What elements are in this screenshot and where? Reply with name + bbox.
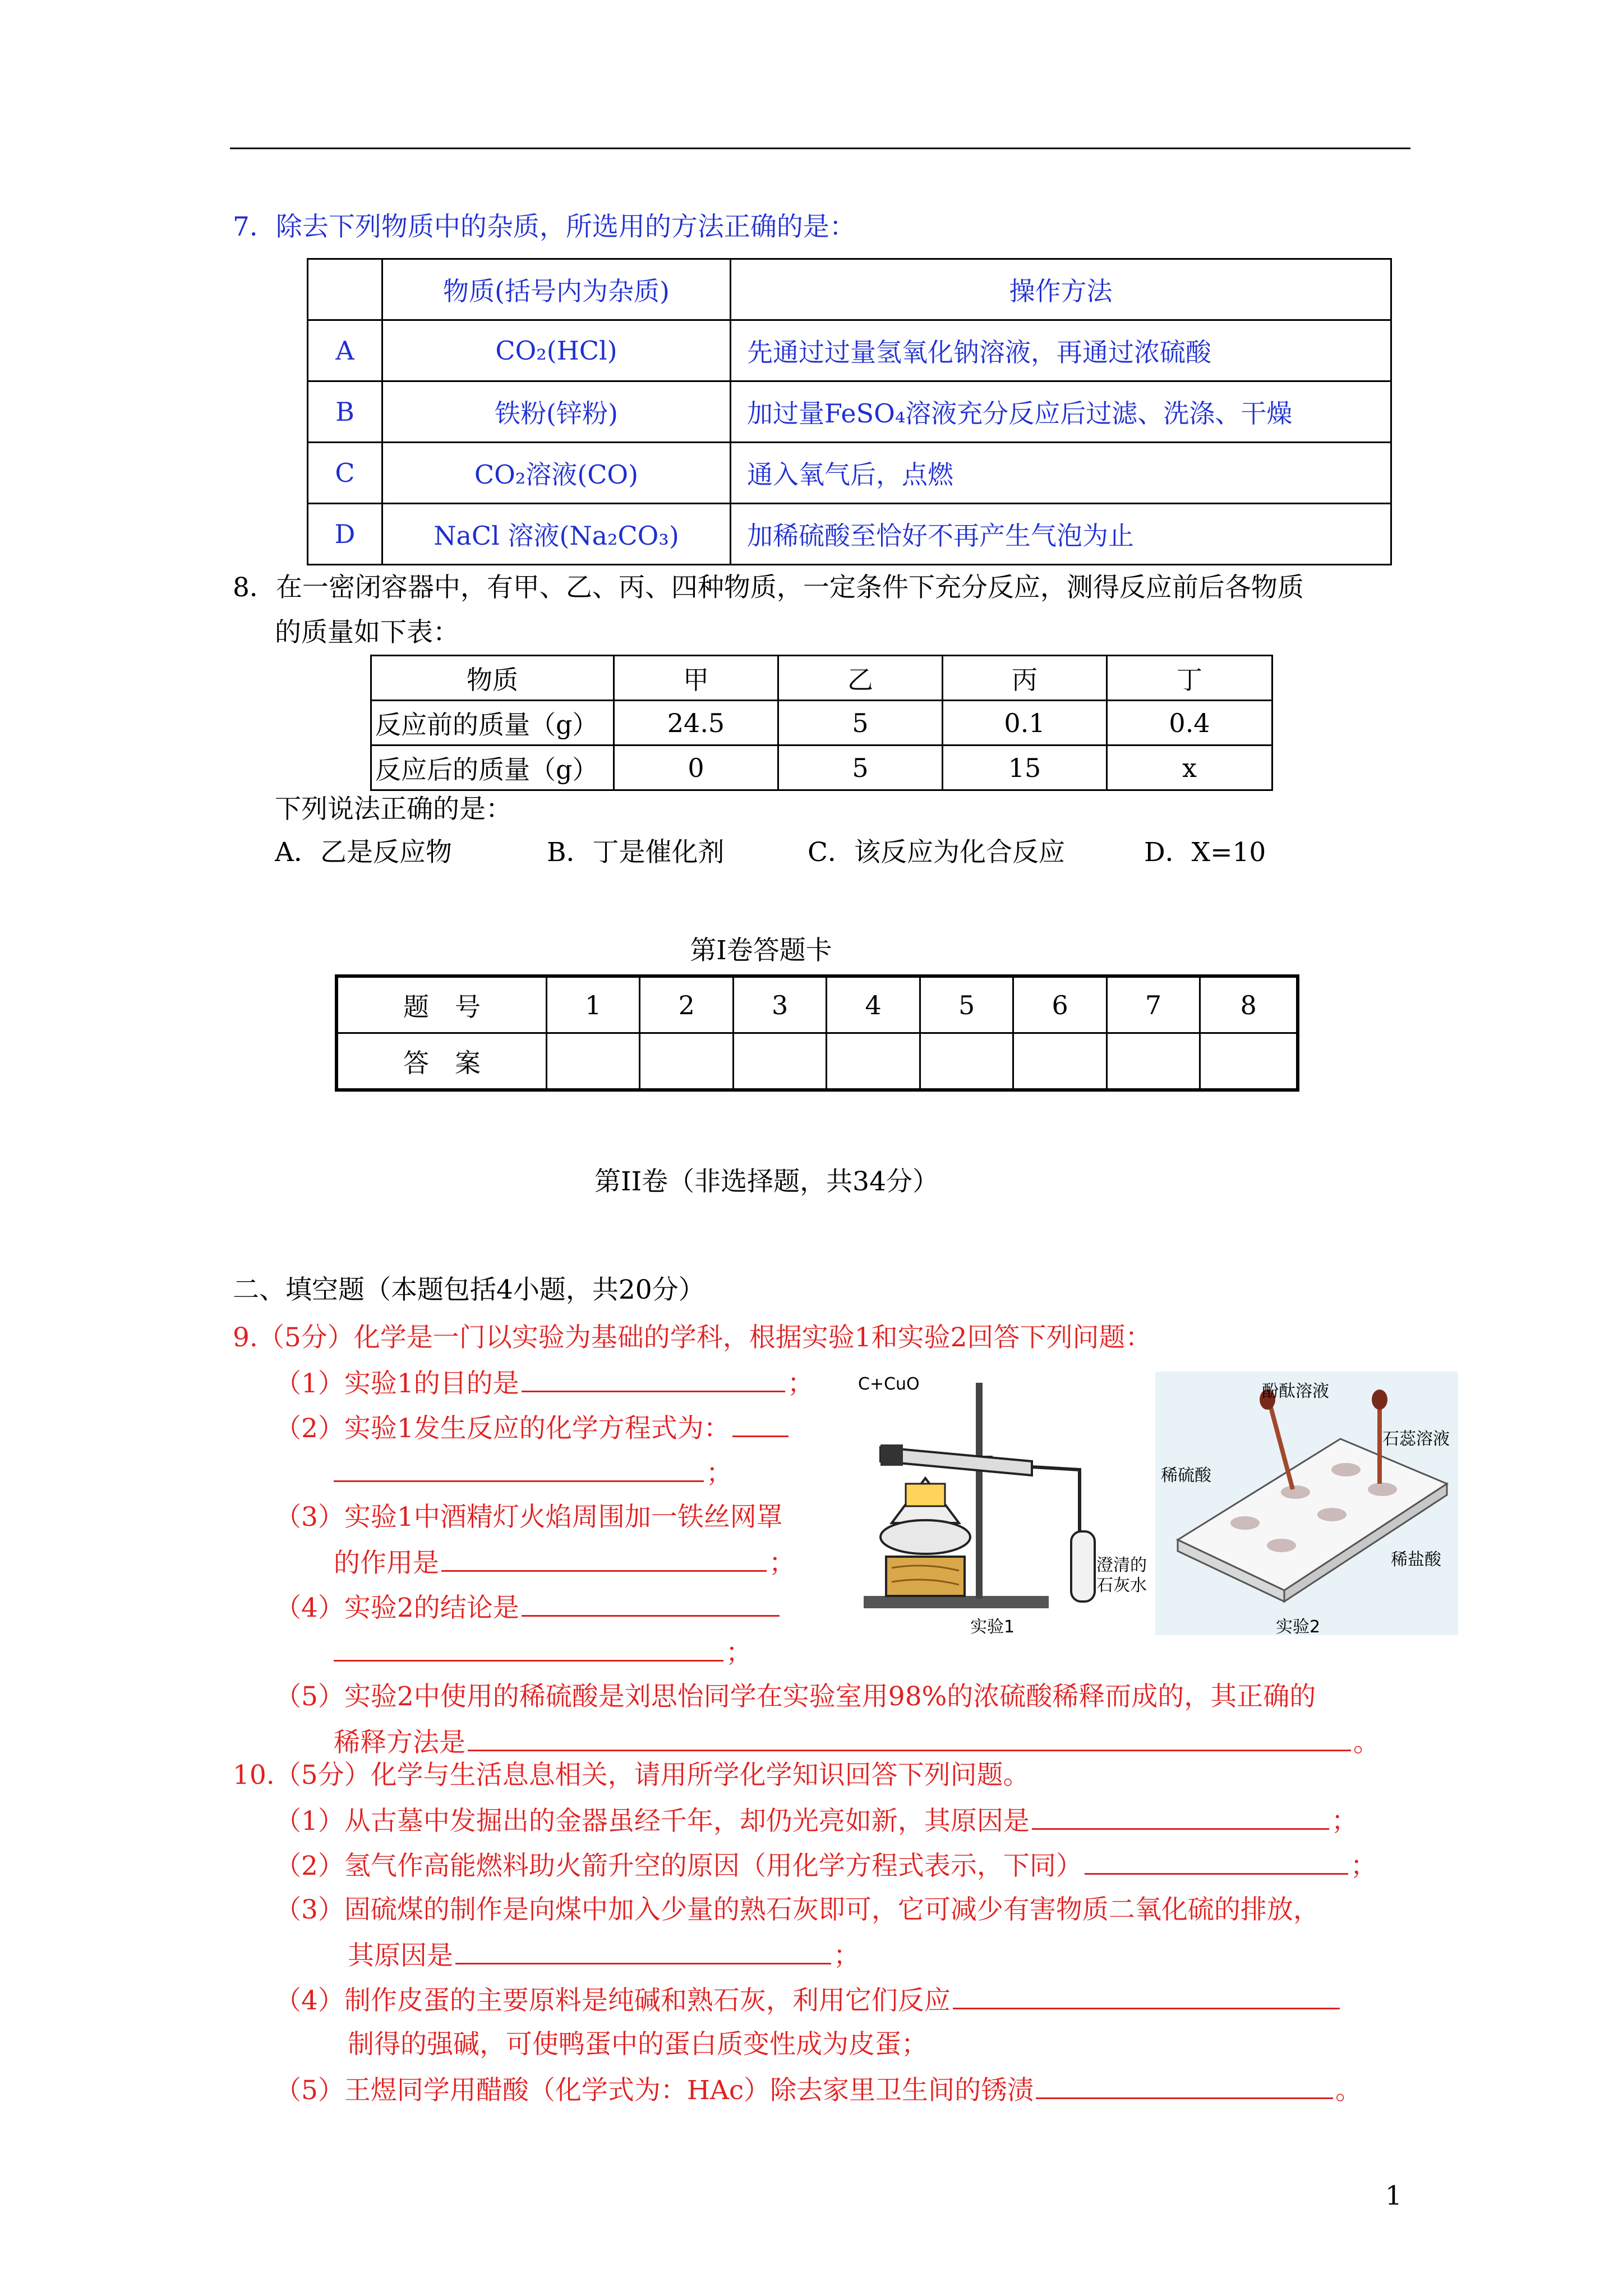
answer-blank[interactable] (441, 1545, 767, 1572)
q10-sub1-text: （1）从古墓中发掘出的金器虽经千年，却仍光亮如新，其原因是 (275, 1806, 1030, 1837)
part2-title: 第II卷（非选择题，共34分） (594, 1166, 939, 1197)
answer-blank[interactable] (1036, 2073, 1333, 2099)
answer-card-number: 1 (547, 976, 640, 1033)
q9-sub2 (275, 1411, 791, 1446)
answer-card-number: 3 (733, 976, 826, 1033)
q9-sub4-text: （4）实验2的结论是 (275, 1593, 519, 1623)
q7-row-method: 加过量FeSO₄溶液充分反应后过滤、洗涤、干燥 (731, 381, 1391, 443)
q8-table (370, 655, 1273, 791)
q10-sub4b: 制得的强碱，可使鸭蛋中的蛋白质变性成为皮蛋； (348, 2029, 928, 2060)
page-number: 1 (1385, 2180, 1402, 2211)
q8-cell: 反应后的质量（g） (371, 746, 614, 790)
q8-option-d: D．X=10 (1144, 837, 1266, 868)
q7-row-substance: NaCl 溶液(Na₂CO₃) (382, 504, 731, 565)
answer-cell[interactable] (827, 1033, 920, 1091)
q9-sub5b-text: 稀释方法是 (334, 1727, 465, 1758)
q8-header: 丙 (943, 656, 1107, 701)
q9-sub4 (275, 1590, 782, 1625)
q7-row-method: 通入氧气后，点燃 (731, 443, 1391, 504)
answer-blank[interactable] (522, 1590, 780, 1617)
answer-cell[interactable] (1106, 1033, 1200, 1091)
answer-card-title: 第Ⅰ卷答题卡 (690, 935, 832, 966)
q7-row-label: B (308, 381, 382, 443)
answer-cell[interactable] (1200, 1033, 1298, 1091)
fig2-label-h2so4: 稀硫酸 (1161, 1466, 1211, 1485)
section-title: 二、填空题（本题包括4小题，共20分） (233, 1274, 705, 1305)
q7-header-substance: 物质(括号内为杂质) (382, 259, 731, 320)
q8-header: 乙 (778, 656, 943, 701)
q9-sub3b (334, 1545, 795, 1580)
answer-cell[interactable] (920, 1033, 1013, 1091)
q7-table (307, 258, 1392, 565)
q9-sub4-cont (334, 1635, 752, 1670)
fig2-label-phenolphthalein: 酚酞溶液 (1262, 1382, 1329, 1401)
fig2-label-litmus: 石蕊溶液 (1382, 1429, 1450, 1449)
fig1-caption: 实验1 (970, 1617, 1015, 1637)
punct: ； (833, 1940, 860, 1971)
punct: ； (1350, 1851, 1377, 1881)
q8-option-c: C．该反应为化合反应 (808, 837, 1065, 868)
q10-sub2-text: （2）氢气作高能燃料助火箭升空的原因（用化学方程式表示，下同） (275, 1851, 1082, 1881)
q7-stem: 7．除去下列物质中的杂质，所选用的方法正确的是： (233, 211, 856, 242)
answer-blank[interactable] (732, 1411, 789, 1437)
q8-cell: x (1107, 746, 1272, 790)
answer-card-number: 4 (827, 976, 920, 1033)
answer-card-row2-label: 答 案 (336, 1033, 547, 1091)
answer-blank[interactable] (334, 1635, 723, 1662)
q9-sub2-text: （2）实验1发生反应的化学方程式为： (275, 1413, 730, 1444)
answer-card-number: 2 (640, 976, 733, 1033)
q10-sub5-text: （5）王煜同学用醋酸（化学式为：HAc）除去家里卫生间的锈渍 (275, 2075, 1034, 2106)
q9-stem: 9.（5分）化学是一门以实验为基础的学科，根据实验1和实验2回答下列问题： (233, 1322, 1152, 1353)
fig1-label-water1: 澄清的 (1096, 1556, 1147, 1575)
answer-blank[interactable] (953, 1983, 1340, 2009)
q9-sub3b-text: 的作用是 (334, 1548, 439, 1579)
q10-sub2 (275, 1848, 1377, 1883)
q8-cell: 5 (778, 746, 943, 790)
header-rule (230, 148, 1410, 149)
punct: ； (787, 1368, 814, 1399)
q7-row-substance: CO₂溶液(CO) (382, 443, 731, 504)
fig2-label-hcl: 稀盐酸 (1391, 1550, 1441, 1570)
q8-cell: 0.1 (943, 701, 1107, 746)
q8-stem-line1: 8．在一密闭容器中，有甲、乙、丙、四种物质，一定条件下充分反应，测得反应前后各物质 (233, 572, 1304, 603)
q7-row-label: C (308, 443, 382, 504)
answer-blank[interactable] (522, 1366, 785, 1392)
answer-blank[interactable] (334, 1456, 704, 1482)
q7-header-method: 操作方法 (731, 259, 1391, 320)
answer-card-row1-label: 题 号 (336, 976, 547, 1033)
punct: ； (769, 1548, 795, 1579)
q7-row-label: D (308, 504, 382, 565)
answer-cell[interactable] (547, 1033, 640, 1091)
q8-option-b: B．丁是催化剂 (547, 837, 725, 868)
q8-prompt: 下列说法正确的是： (275, 794, 512, 825)
fig1-label-top: C+CuO (858, 1374, 920, 1394)
q8-stem-line2: 的质量如下表： (275, 617, 459, 648)
punct: 。 (1353, 1727, 1380, 1758)
q10-sub4a-text: （4）制作皮蛋的主要原料是纯碱和熟石灰，利用它们反应 (275, 1985, 951, 2016)
q8-cell: 5 (778, 701, 943, 746)
q8-header: 甲 (614, 656, 778, 701)
answer-card-number: 7 (1106, 976, 1200, 1033)
q7-row-method: 先通过过量氢氧化钠溶液，再通过浓硫酸 (731, 320, 1391, 381)
fig2-caption: 实验2 (1276, 1617, 1321, 1637)
q9-sub5b (334, 1725, 1380, 1760)
fig1-label-water2: 石灰水 (1096, 1576, 1147, 1595)
answer-cell[interactable] (733, 1033, 826, 1091)
punct: 。 (1335, 2075, 1362, 2106)
q8-cell: 24.5 (614, 701, 778, 746)
answer-blank[interactable] (455, 1938, 831, 1964)
q8-header: 丁 (1107, 656, 1272, 701)
punct: ； (726, 1637, 752, 1668)
q7-row-method: 加稀硫酸至恰好不再产生气泡为止 (731, 504, 1391, 565)
q10-sub4a (275, 1983, 1342, 2018)
answer-card-number: 8 (1200, 976, 1298, 1033)
q9-sub1 (275, 1366, 814, 1401)
answer-card-table (335, 974, 1299, 1092)
q10-sub3a: （3）固硫煤的制作是向煤中加入少量的熟石灰即可，它可减少有害物质二氧化硫的排放， (275, 1894, 1320, 1925)
experiment1-figure (858, 1372, 1150, 1635)
q8-cell: 0 (614, 746, 778, 790)
q10-sub3b-text: 其原因是 (348, 1940, 453, 1971)
answer-cell[interactable] (640, 1033, 733, 1091)
q9-sub3a: （3）实验1中酒精灯火焰周围加一铁丝网罩 (275, 1502, 783, 1533)
experiment2-spotplate-icon (1155, 1372, 1458, 1607)
q8-cell: 0.4 (1107, 701, 1272, 746)
q9-sub2-cont (334, 1456, 732, 1490)
q10-sub3b (348, 1938, 860, 1973)
q8-cell: 反应前的质量（g） (371, 701, 614, 746)
q8-cell: 15 (943, 746, 1107, 790)
q8-header: 物质 (371, 656, 614, 701)
experiment2-figure (1155, 1372, 1458, 1635)
q7-row-substance: CO₂(HCl) (382, 320, 731, 381)
q10-stem: 10.（5分）化学与生活息息相关，请用所学化学知识回答下列问题。 (233, 1760, 1030, 1791)
q9-sub5a: （5）实验2中使用的稀硫酸是刘思怡同学在实验室用98%的浓硫酸稀释而成的，其正确的 (275, 1681, 1316, 1712)
punct: ； (1331, 1806, 1358, 1837)
answer-card-number: 6 (1013, 976, 1106, 1033)
answer-blank[interactable] (468, 1725, 1351, 1751)
punct: ； (706, 1458, 732, 1489)
answer-blank[interactable] (1032, 1803, 1329, 1830)
q10-sub1 (275, 1803, 1358, 1838)
q10-sub5 (275, 2073, 1362, 2108)
answer-card-number: 5 (920, 976, 1013, 1033)
q7-header-blank (308, 259, 382, 320)
q9-sub1-text: （1）实验1的目的是 (275, 1368, 519, 1399)
answer-cell[interactable] (1013, 1033, 1106, 1091)
answer-blank[interactable] (1085, 1848, 1348, 1875)
q7-row-substance: 铁粉(锌粉) (382, 381, 731, 443)
q8-option-a: A．乙是反应物 (275, 837, 452, 868)
q7-row-label: A (308, 320, 382, 381)
